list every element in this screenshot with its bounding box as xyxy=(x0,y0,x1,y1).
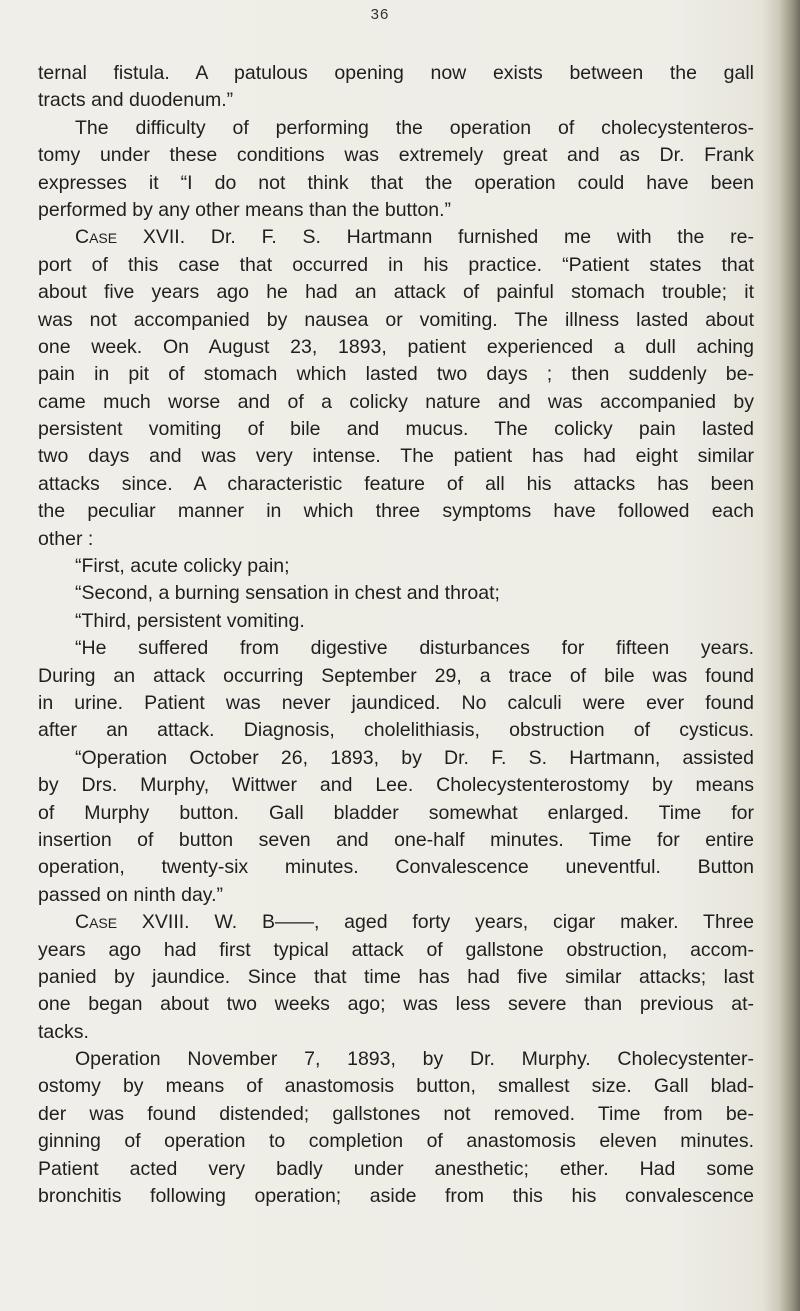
page-edge-shadow xyxy=(762,0,800,1311)
text-line: one week. On August 23, 1893, patient experienced a dull aching xyxy=(38,335,754,358)
text-line: tacks. xyxy=(38,1020,89,1043)
text-line: attacks since. A characteristic feature of all his attacks has been xyxy=(38,472,754,495)
text-line: in urine. Patient was never jaundiced. No calculi were ever found xyxy=(38,691,754,714)
text-line: ostomy by means of anastomosis button, smallest size. Gall blad- xyxy=(38,1075,754,1098)
text-line: years ago had first typical attack of gallstone obstruction, accom- xyxy=(38,938,754,961)
text-line: tomy under these conditions was extremely great and as Dr. Frank xyxy=(38,144,754,167)
text-line: der was found distended; gallstones not removed. Time from be- xyxy=(38,1102,754,1125)
text-line: “First, acute colicky pain; xyxy=(75,555,290,578)
text-line: the peculiar manner in which three symptoms have followed each xyxy=(38,500,754,523)
page-number: 36 xyxy=(370,6,390,23)
text-line: pain in pit of stomach which lasted two days ; then suddenly be- xyxy=(38,363,754,386)
text-line: ternal fistula. A patulous opening now exists between the gall xyxy=(38,62,754,84)
text-line: “Second, a burning sensation in chest and throat; xyxy=(75,582,500,605)
text-line: passed on ninth day.” xyxy=(38,883,224,906)
text-line: Case XVIII. W. B——, aged forty years, cigar maker. Three xyxy=(75,911,754,934)
text-line: Operation November 7, 1893, by Dr. Murphy. Cholecystenter- xyxy=(75,1048,754,1071)
text-line: port of this case that occurred in his practice. “Patient states that xyxy=(38,253,754,276)
text-line: ginning of operation to completion of anastomosis eleven minutes. xyxy=(38,1130,754,1153)
text-line: came much worse and of a colicky nature and was accompanied by xyxy=(38,390,754,413)
text-line: bronchitis following operation; aside from this his convalescence xyxy=(38,1185,754,1208)
text-line: was not accompanied by nausea or vomiting. The illness lasted about xyxy=(38,308,754,331)
text-line: Case XVII. Dr. F. S. Hartmann furnished me with the re- xyxy=(75,226,754,249)
text-line: about five years ago he had an attack of painful stomach trouble; it xyxy=(38,281,754,304)
text-line: other : xyxy=(38,527,94,550)
text-line: The difficulty of performing the operation of cholecystenteros- xyxy=(75,116,754,139)
text-line: one began about two weeks ago; was less severe than previous at- xyxy=(38,993,754,1016)
text-line: persistent vomiting of bile and mucus. The colicky pain lasted xyxy=(38,418,754,441)
text-line: expresses it “I do not think that the operation could have been xyxy=(38,171,754,194)
body-text xyxy=(38,60,754,1210)
text-line: “He suffered from digestive disturbances for fifteen years. xyxy=(75,637,754,660)
text-line: “Third, persistent vomiting. xyxy=(75,609,305,632)
text-line: During an attack occurring September 29, a trace of bile was found xyxy=(38,664,754,687)
text-line: panied by jaundice. Since that time has had five similar attacks; last xyxy=(38,965,754,988)
text-line: Patient acted very badly under anesthetic; ether. Had some xyxy=(38,1157,754,1180)
text-line: operation, twenty-six minutes. Convalescence uneventful. Button xyxy=(38,856,754,879)
text-line: of Murphy button. Gall bladder somewhat enlarged. Time for xyxy=(38,801,754,824)
text-line: after an attack. Diagnosis, cholelithiasis, obstruction of cysticus. xyxy=(38,719,754,742)
text-line: two days and was very intense. The patient has had eight similar xyxy=(38,445,754,468)
text-line: insertion of button seven and one-half minutes. Time for entire xyxy=(38,828,754,851)
text-line: by Drs. Murphy, Wittwer and Lee. Cholecystenterostomy by means xyxy=(38,774,754,797)
text-line: tracts and duodenum.” xyxy=(38,89,234,112)
text-line: “Operation October 26, 1893, by Dr. F. S. Hartmann, assisted xyxy=(75,746,754,769)
text-line: performed by any other means than the button.” xyxy=(38,198,451,221)
